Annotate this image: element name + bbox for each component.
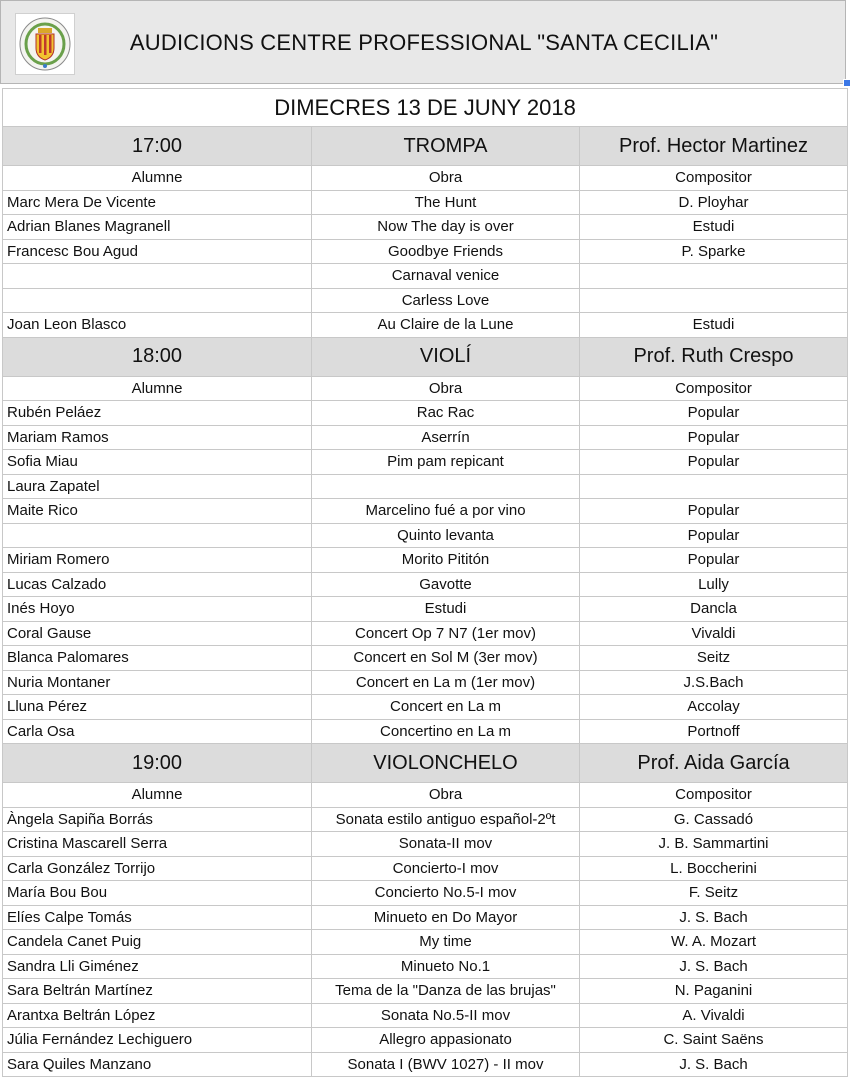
composer-cell: G. Cassadó bbox=[580, 807, 848, 832]
table-row bbox=[3, 646, 848, 671]
section-time: 18:00 bbox=[3, 337, 312, 376]
composer-cell: Popular bbox=[580, 548, 848, 573]
column-header-row bbox=[3, 783, 848, 808]
table-row bbox=[3, 905, 848, 930]
piece-cell: Concierto-I mov bbox=[312, 856, 580, 881]
piece-cell: Goodbye Friends bbox=[312, 239, 580, 264]
table-row bbox=[3, 1052, 848, 1077]
student-cell: Francesc Bou Agud bbox=[3, 239, 312, 264]
table-row bbox=[3, 719, 848, 744]
section-teacher: Prof. Aida García bbox=[580, 744, 848, 783]
col-header-alumne: Alumne bbox=[3, 166, 312, 191]
col-header-obra: Obra bbox=[312, 376, 580, 401]
column-header-row bbox=[3, 376, 848, 401]
piece-cell: Concert en Sol M (3er mov) bbox=[312, 646, 580, 671]
piece-cell: The Hunt bbox=[312, 190, 580, 215]
piece-cell: Estudi bbox=[312, 597, 580, 622]
col-header-obra: Obra bbox=[312, 166, 580, 191]
student-cell: Miriam Romero bbox=[3, 548, 312, 573]
table-row bbox=[3, 548, 848, 573]
table-row bbox=[3, 881, 848, 906]
student-cell: Carla González Torrijo bbox=[3, 856, 312, 881]
piece-cell: Pim pam repicant bbox=[312, 450, 580, 475]
table-row bbox=[3, 621, 848, 646]
student-cell: Joan Leon Blasco bbox=[3, 313, 312, 338]
date-label: DIMECRES 13 DE JUNY 2018 bbox=[3, 89, 848, 127]
section-header bbox=[3, 127, 848, 166]
student-cell: Cristina Mascarell Serra bbox=[3, 832, 312, 857]
piece-cell: Concertino en La m bbox=[312, 719, 580, 744]
composer-cell: Popular bbox=[580, 401, 848, 426]
student-cell: Sofia Miau bbox=[3, 450, 312, 475]
student-cell: Carla Osa bbox=[3, 719, 312, 744]
piece-cell: Minueto en Do Mayor bbox=[312, 905, 580, 930]
table-row bbox=[3, 401, 848, 426]
section-time: 19:00 bbox=[3, 744, 312, 783]
composer-cell: Vivaldi bbox=[580, 621, 848, 646]
composer-cell: J. S. Bach bbox=[580, 954, 848, 979]
col-header-compositor: Compositor bbox=[580, 783, 848, 808]
table-row bbox=[3, 1028, 848, 1053]
table-row bbox=[3, 264, 848, 289]
piece-cell: Carless Love bbox=[312, 288, 580, 313]
piece-cell: Sonata No.5-II mov bbox=[312, 1003, 580, 1028]
date-row bbox=[3, 89, 848, 127]
table-row bbox=[3, 572, 848, 597]
composer-cell: P. Sparke bbox=[580, 239, 848, 264]
table-row bbox=[3, 979, 848, 1004]
section-header bbox=[3, 337, 848, 376]
piece-cell: Concert en La m (1er mov) bbox=[312, 670, 580, 695]
section-instrument: TROMPA bbox=[312, 127, 580, 166]
table-row bbox=[3, 856, 848, 881]
composer-cell: Accolay bbox=[580, 695, 848, 720]
piece-cell: Rac Rac bbox=[312, 401, 580, 426]
piece-cell: Minueto No.1 bbox=[312, 954, 580, 979]
student-cell: Júlia Fernández Lechiguero bbox=[3, 1028, 312, 1053]
table-row bbox=[3, 474, 848, 499]
section-teacher: Prof. Ruth Crespo bbox=[580, 337, 848, 376]
student-cell: Arantxa Beltrán López bbox=[3, 1003, 312, 1028]
composer-cell: Portnoff bbox=[580, 719, 848, 744]
table-row bbox=[3, 239, 848, 264]
piece-cell: Now The day is over bbox=[312, 215, 580, 240]
table-row bbox=[3, 425, 848, 450]
table-row bbox=[3, 190, 848, 215]
table-row bbox=[3, 499, 848, 524]
composer-cell: Popular bbox=[580, 523, 848, 548]
composer-cell bbox=[580, 264, 848, 289]
table-row bbox=[3, 1003, 848, 1028]
section-instrument: VIOLONCHELO bbox=[312, 744, 580, 783]
composer-cell: C. Saint Saëns bbox=[580, 1028, 848, 1053]
student-cell: Maite Rico bbox=[3, 499, 312, 524]
composer-cell: Popular bbox=[580, 425, 848, 450]
column-header-row bbox=[3, 166, 848, 191]
piece-cell: Sonata estilo antiguo español-2ºt bbox=[312, 807, 580, 832]
section-header bbox=[3, 744, 848, 783]
piece-cell: Carnaval venice bbox=[312, 264, 580, 289]
selection-handle[interactable] bbox=[843, 79, 850, 87]
student-cell: Laura Zapatel bbox=[3, 474, 312, 499]
section-time: 17:00 bbox=[3, 127, 312, 166]
composer-cell: W. A. Mozart bbox=[580, 930, 848, 955]
composer-cell bbox=[580, 288, 848, 313]
piece-cell: Concert en La m bbox=[312, 695, 580, 720]
student-cell bbox=[3, 523, 312, 548]
table-row bbox=[3, 954, 848, 979]
student-cell: Sandra Lli Giménez bbox=[3, 954, 312, 979]
composer-cell: Dancla bbox=[580, 597, 848, 622]
piece-cell: Tema de la "Danza de las brujas" bbox=[312, 979, 580, 1004]
composer-cell: J.S.Bach bbox=[580, 670, 848, 695]
student-cell: Adrian Blanes Magranell bbox=[3, 215, 312, 240]
composer-cell: Lully bbox=[580, 572, 848, 597]
col-header-obra: Obra bbox=[312, 783, 580, 808]
section-instrument: VIOLÍ bbox=[312, 337, 580, 376]
piece-cell: Marcelino fué a por vino bbox=[312, 499, 580, 524]
student-cell: Candela Canet Puig bbox=[3, 930, 312, 955]
piece-cell: Concierto No.5-I mov bbox=[312, 881, 580, 906]
piece-cell: Concert Op 7 N7 (1er mov) bbox=[312, 621, 580, 646]
student-cell: María Bou Bou bbox=[3, 881, 312, 906]
piece-cell: Aserrín bbox=[312, 425, 580, 450]
piece-cell: My time bbox=[312, 930, 580, 955]
table-row bbox=[3, 695, 848, 720]
piece-cell: Allegro appasionato bbox=[312, 1028, 580, 1053]
piece-cell: Quinto levanta bbox=[312, 523, 580, 548]
composer-cell: Estudi bbox=[580, 313, 848, 338]
schedule-table bbox=[2, 88, 848, 1077]
student-cell: Lucas Calzado bbox=[3, 572, 312, 597]
student-cell: Elíes Calpe Tomás bbox=[3, 905, 312, 930]
table-row bbox=[3, 670, 848, 695]
composer-cell: D. Ployhar bbox=[580, 190, 848, 215]
student-cell: Marc Mera De Vicente bbox=[3, 190, 312, 215]
composer-cell: A. Vivaldi bbox=[580, 1003, 848, 1028]
col-header-compositor: Compositor bbox=[580, 376, 848, 401]
col-header-alumne: Alumne bbox=[3, 376, 312, 401]
student-cell: Lluna Pérez bbox=[3, 695, 312, 720]
table-row bbox=[3, 930, 848, 955]
composer-cell: N. Paganini bbox=[580, 979, 848, 1004]
student-cell: Coral Gause bbox=[3, 621, 312, 646]
student-cell: Rubén Peláez bbox=[3, 401, 312, 426]
col-header-alumne: Alumne bbox=[3, 783, 312, 808]
table-row bbox=[3, 288, 848, 313]
composer-cell: J. S. Bach bbox=[580, 1052, 848, 1077]
student-cell: Nuria Montaner bbox=[3, 670, 312, 695]
composer-cell: J. S. Bach bbox=[580, 905, 848, 930]
section-teacher: Prof. Hector Martinez bbox=[580, 127, 848, 166]
composer-cell: F. Seitz bbox=[580, 881, 848, 906]
table-row bbox=[3, 313, 848, 338]
document-title: AUDICIONS CENTRE PROFESSIONAL "SANTA CECILIA" bbox=[129, 30, 719, 55]
piece-cell: Sonata I (BWV 1027) - II mov bbox=[312, 1052, 580, 1077]
col-header-compositor: Compositor bbox=[580, 166, 848, 191]
student-cell: Sara Beltrán Martínez bbox=[3, 979, 312, 1004]
composer-cell: Popular bbox=[580, 499, 848, 524]
table-row bbox=[3, 832, 848, 857]
composer-cell: Estudi bbox=[580, 215, 848, 240]
student-cell bbox=[3, 264, 312, 289]
student-cell bbox=[3, 288, 312, 313]
student-cell: Sara Quiles Manzano bbox=[3, 1052, 312, 1077]
table-row bbox=[3, 597, 848, 622]
piece-cell: Gavotte bbox=[312, 572, 580, 597]
composer-cell: J. B. Sammartini bbox=[580, 832, 848, 857]
student-cell: Mariam Ramos bbox=[3, 425, 312, 450]
composer-cell: Seitz bbox=[580, 646, 848, 671]
table-row bbox=[3, 523, 848, 548]
table-row bbox=[3, 215, 848, 240]
composer-cell: L. Boccherini bbox=[580, 856, 848, 881]
table-row bbox=[3, 807, 848, 832]
piece-cell bbox=[312, 474, 580, 499]
piece-cell: Morito Pititón bbox=[312, 548, 580, 573]
composer-cell bbox=[580, 474, 848, 499]
student-cell: Blanca Palomares bbox=[3, 646, 312, 671]
student-cell: Inés Hoyo bbox=[3, 597, 312, 622]
piece-cell: Au Claire de la Lune bbox=[312, 313, 580, 338]
document-header bbox=[0, 0, 846, 84]
table-row bbox=[3, 450, 848, 475]
composer-cell: Popular bbox=[580, 450, 848, 475]
piece-cell: Sonata-II mov bbox=[312, 832, 580, 857]
student-cell: Àngela Sapiña Borrás bbox=[3, 807, 312, 832]
